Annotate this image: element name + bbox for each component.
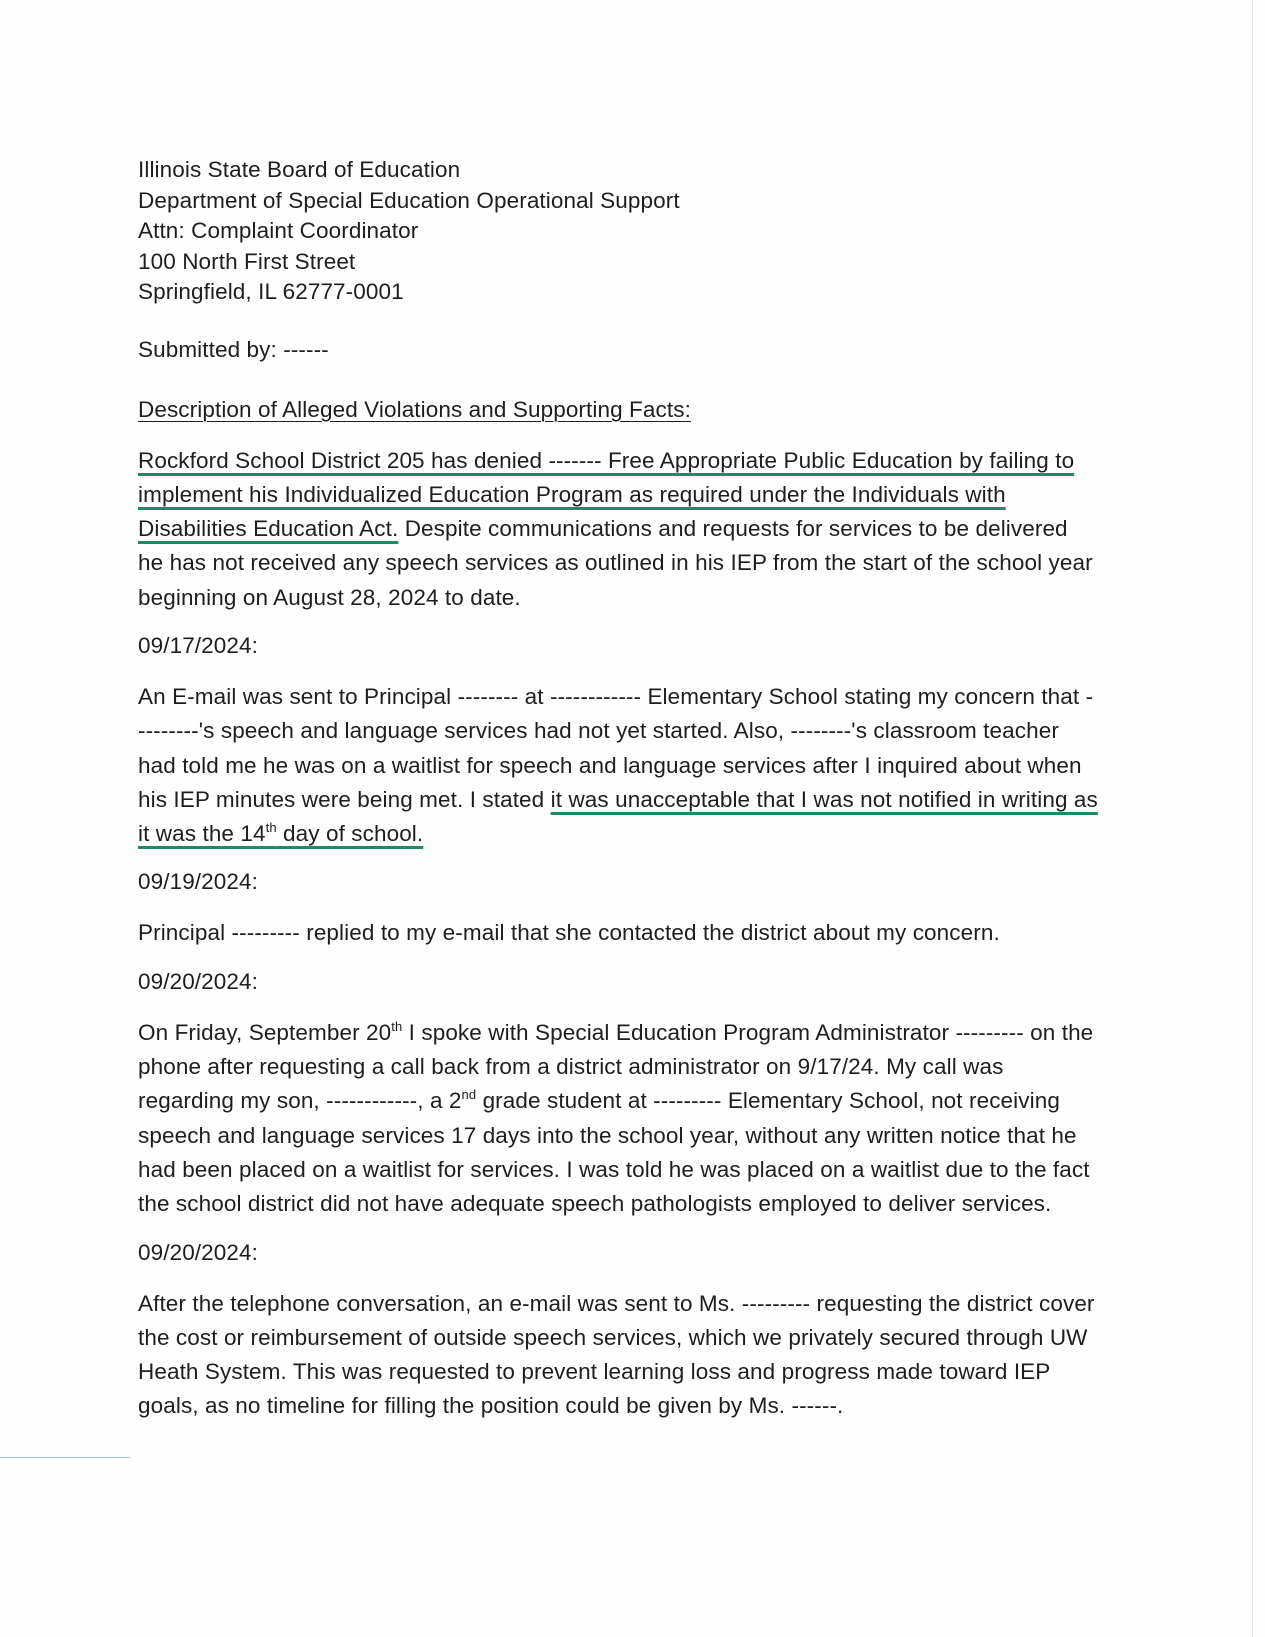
- superscript: nd: [461, 1087, 477, 1103]
- entry-date: 09/20/2024:: [138, 968, 258, 994]
- paragraph-text: An E-mail was sent to Principal -------- at ------------ Elementary School stating my concern that ---------'s speech and language services had not yet started. Also, --------'s classroom teacher had told me he was on a waitlist for speech and language services after I inquired about when his IEP minutes were being met. I stated: [138, 683, 1094, 812]
- address-line: Attn: Complaint Coordinator: [138, 218, 419, 243]
- entry-text: Principal --------- replied to my e-mail that she contacted the district about my concern.: [138, 920, 1000, 946]
- highlighted-text-part: day of school.: [276, 821, 424, 847]
- address-line: Springfield, IL 62777-0001: [138, 279, 404, 304]
- paragraph-text: On Friday, September 20: [138, 1019, 392, 1045]
- superscript: th: [391, 1018, 403, 1034]
- recipient-address: [138, 155, 1098, 308]
- entry-text: [138, 1016, 1098, 1222]
- scan-artifact-line: [0, 1457, 130, 1458]
- address-line: Illinois State Board of Education: [138, 157, 461, 182]
- section-heading: Description of Alleged Violations and Supporting Facts:: [138, 396, 691, 422]
- address-line: 100 North First Street: [138, 248, 356, 274]
- highlighted-text-part: it was unacceptable that I was not notified in writing as it was the 14: [138, 786, 1098, 847]
- address-line: Department of Special Education Operational Support: [138, 187, 680, 213]
- paragraph-text: grade student at --------- Elementary School, not receiving speech and language services 17 days into the school year, without any written notice that he had been placed on a waitlist for services. I was told he was placed on a waitlist due to the fact the school district did not have adequate speech pathologists employed to deliver services.: [138, 1088, 1090, 1217]
- entry-date: 09/20/2024:: [138, 1239, 258, 1265]
- intro-paragraph: [138, 444, 1098, 615]
- superscript: th: [265, 820, 277, 836]
- paragraph-text: I spoke with Special Education Program Administrator --------- on the phone after requesting a call back from a district administrator on 9/17/24. My call was regarding my son, ------------, a 2: [138, 1019, 1094, 1114]
- submitted-by: Submitted by: ------: [138, 336, 329, 362]
- letter-body: [138, 155, 1098, 1424]
- entry-text: [138, 680, 1098, 851]
- paragraph-text: Despite communications and requests for services to be delivered he has not received any speech services as outlined in his IEP from the start of the school year beginning on August 28, 2024 to date.: [138, 516, 1093, 610]
- entry-date: 09/19/2024:: [138, 869, 258, 895]
- highlighted-text: Rockford School District 205 has denied ------- Free Appropriate Public Education by failing to implement his Individualized Education Program as required under the Individuals with Disabilities Education Act.: [138, 447, 1075, 542]
- entry-date: 09/17/2024:: [138, 632, 258, 658]
- page-edge-divider: [1252, 0, 1253, 1637]
- entry-text: After the telephone conversation, an e-mail was sent to Ms. --------- requesting the district cover the cost or reimbursement of outside speech services, which we privately secured through UW Heath System. This was requested to prevent learning loss and progress made toward IEP goals, as no timeline for filling the position could be given by Ms. ------.: [138, 1290, 1095, 1419]
